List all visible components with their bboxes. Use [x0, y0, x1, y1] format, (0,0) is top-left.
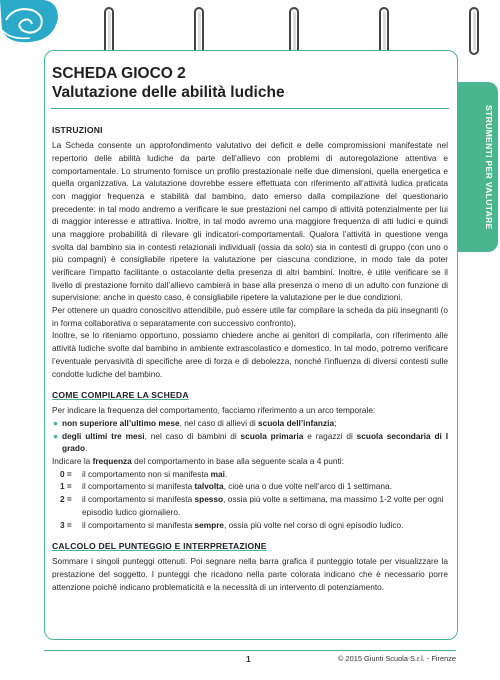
section-heading-istruzioni: ISTRUZIONI [52, 125, 103, 135]
sidebar-tab-label: STRUMENTI PER VALUTARE [484, 104, 494, 230]
title-divider [51, 108, 449, 109]
paragraph: Inoltre, se lo riteniamo opportuno, possiamo chiedere anche ai genitori di compilarla, con riferimento alle attività ludiche svolte dal bambino in ambiente extrascolastico e domestico. In tal modo, potremo verificare l’eventuale pervasività di specifiche aree di forza e di debolezza, nonché l’influenza di diversi contesti sulle condotte ludiche del bambino. [52, 330, 448, 379]
section-heading-compilare: COME COMPILARE LA SCHEDA [52, 390, 189, 401]
page-subtitle: Valutazione delle abilità ludiche [52, 84, 285, 101]
binder-ring-icon [103, 6, 117, 56]
paragraph: Per indicare la frequenza del comportamento, facciamo riferimento a un arco temporale: [52, 405, 376, 416]
binder-ring-icon [288, 6, 302, 56]
paragraph: Sommare i singoli punteggi ottenuti. Poi segnare nella barra grafica il punteggio totale per visualizzare la prestazione del soggetto. I punteggi che ricadono nella parte colorata indicano che è necessario porre attenzione poiché indicano problematicità e la necessità di un intervento di potenziamento. [52, 556, 448, 592]
binder-ring-icon [378, 6, 392, 56]
page-number: 1 [246, 654, 251, 664]
section-heading-punteggio: CALCOLO DEL PUNTEGGIO E INTERPRETAZIONE [52, 541, 267, 552]
bullet-icon: ● [53, 430, 59, 441]
paragraph: Per ottenere un quadro conoscitivo attendibile, può essere utile far compilare la scheda da più insegnanti (o in forma collaborativa o separatamente con successivo confronto). [52, 305, 448, 328]
scale-item: 1 = il comportamento si manifesta talvolta, cioè una o due volte nell’arco di 1 settimana. [60, 481, 392, 492]
scale-item: 2 = il comportamento si manifesta spesso, ossia più volte a settimana, ma massimo 1-2 volte per ogni episodio ludico giornaliero. [60, 494, 444, 517]
copyright-notice: © 2015 Giunti Scuola S.r.l. - Firenze [337, 654, 456, 663]
paragraph: La Scheda consente un approfondimento valutativo dei deficit e delle compromissioni manifestate nel repertorio delle abilità ludiche da parte dell’allievo con problemi di autoregolazione attentiva e comportamentale. Lo strumento fornisce un profilo prestazionale nelle due dimensioni, quella energetica e quella organizzativa. La valutazione dovrebbe essere effettuata con riferimento all’attività ludica praticata con maggior frequenza e stabilità dal bambino, dato emerso dalla compilazione del questionario precedente: in tal modo andremo a verificare le sue prestazioni nel campo di attività potenzialmente per lui di maggior interesse e attrattiva. Inoltre, in tal modo avremo una maggiore frequenza di atti ludici e quindi una maggiore probabilità di rilevare gli indicatori-comportamentali. Qualora l’attività in questione venga svolta dal bambino sia in contesti relazionali individuali (ossia da solo) sia in contesti di gruppo (con uno o più compagni) è consigliabile ripetere la valutazione per ciascuna condizione, in modo tale da poter verificare l’impatto facilitante o ostacolante della presenza di altri bambini. Inoltre, è utile verificare se il livello di prestazione fornito dall’allievo cambierà in base alla presenza o meno di un adulto con funzione di supervisione: anche in questo caso, è consigliabile ripetere la valutazione per le due condizioni. [52, 140, 448, 303]
document-body [52, 124, 448, 593]
list-item: ● degli ultimi tre mesi, nel caso di bambini di scuola primaria e ragazzi di scuola secondaria di I grado. [53, 430, 448, 454]
scale-item: 0 = il comportamento non si manifesta mai. [60, 468, 228, 479]
bullet-icon: ● [53, 418, 59, 429]
page-title: SCHEDA GIOCO 2 [52, 65, 186, 82]
paragraph: Indicare la frequenza del comportamento in base alla seguente scala a 4 punti: [52, 456, 344, 467]
binder-ring-icon [468, 6, 482, 56]
scale-item: 3 = il comportamento si manifesta sempre, ossia più volte nel corso di ogni episodio ludico. [60, 519, 404, 530]
footer-divider [44, 650, 456, 651]
binder-ring-icon [193, 6, 207, 56]
list-item: ● non superiore all’ultimo mese, nel caso di allievi di scuola dell’infanzia; [53, 418, 337, 429]
